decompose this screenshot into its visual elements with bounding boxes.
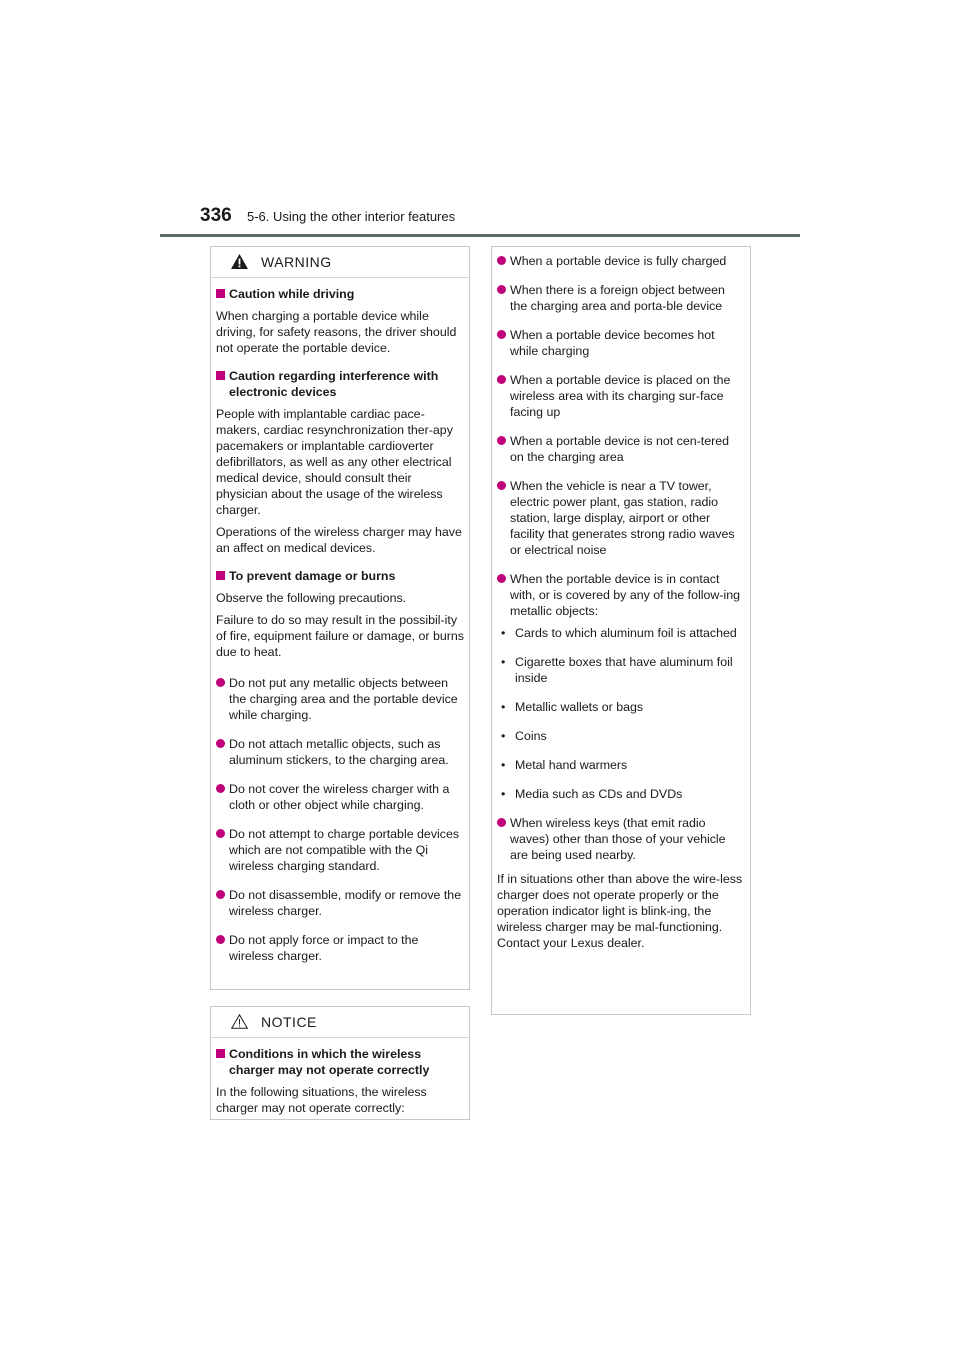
closing-paragraph: If in situations other than above the wire-less charger does not operate properly or the operation indicator light is blink-ing, the wireless charger may be mal-functioning. Contact your Lexus dealer. (497, 872, 743, 950)
header-rule (160, 234, 800, 237)
dot-bullet-icon (497, 818, 506, 827)
list-item: Do not put any metallic objects between the charging area and the portable device while charging. (216, 675, 464, 723)
warning-icon (231, 254, 248, 269)
notice-header (211, 1007, 469, 1038)
dot-bullet-icon (216, 890, 225, 899)
dot-bullet-icon (216, 739, 225, 748)
dot-bullet-icon (497, 574, 506, 583)
dot-bullet-icon (216, 829, 225, 838)
notice-title: NOTICE (261, 1014, 317, 1030)
sub-list-item: • Cigarette boxes that have aluminum foil inside (501, 655, 733, 685)
sub-list-item: • Media such as CDs and DVDs (501, 787, 683, 801)
sub-list-item: • Metal hand warmers (501, 758, 628, 772)
section-heading: Caution regarding interference with electronic devices (216, 368, 464, 400)
notice-icon (231, 1014, 248, 1029)
sub-list-item: • Cards to which aluminum foil is attached (501, 626, 737, 640)
warning-header (211, 247, 469, 278)
square-bullet-icon (216, 371, 225, 380)
list-item: When a portable device becomes hot while charging (497, 327, 745, 359)
page-header (200, 205, 800, 235)
list-item: Do not attach metallic objects, such as aluminum stickers, to the charging area. (216, 736, 464, 768)
page-number: 336 (200, 205, 232, 226)
dot-bullet-icon (497, 256, 506, 265)
dot-bullet-icon (497, 330, 506, 339)
square-bullet-icon (216, 1049, 225, 1058)
warning-box (210, 246, 470, 990)
list-item: When there is a foreign object between the charging area and porta-ble device (497, 282, 745, 314)
dot-bullet-icon (216, 935, 225, 944)
sub-list-item: • Metallic wallets or bags (501, 700, 644, 714)
section-heading: Caution while driving (216, 286, 464, 302)
dot-bullet-icon (497, 436, 506, 445)
list-item: When wireless keys (that emit radio waves) other than those of your vehicle are being used nearby. (497, 815, 745, 863)
sub-list-item: • Coins (501, 729, 547, 743)
dot-bullet-icon (497, 481, 506, 490)
list-item: When a portable device is not cen-tered on the charging area (497, 433, 745, 465)
list-item: When a portable device is fully charged (497, 253, 745, 269)
notice-content (211, 1038, 469, 1116)
list-item: When the vehicle is near a TV tower, electric power plant, gas station, radio station, large display, airport or other facility that generates strong radio waves or electrical noise (497, 478, 745, 558)
warning-content (211, 278, 469, 964)
square-bullet-icon (216, 571, 225, 580)
square-bullet-icon (216, 289, 225, 298)
list-item: Do not cover the wireless charger with a cloth or other object while charging. (216, 781, 464, 813)
warning-title: WARNING (261, 254, 332, 270)
dot-bullet-icon (497, 285, 506, 294)
notice-box (210, 1006, 470, 1120)
paragraph: People with implantable cardiac pace-makers, cardiac resynchronization ther-apy pacemakers or implantable cardioverter defibrillators, as well as any other electrical medical device, should consult their physician about the usage of the wireless charger. (216, 407, 453, 517)
paragraph: In the following situations, the wireless charger may not operate correctly: (216, 1085, 427, 1115)
section-heading: Conditions in which the wireless charger may not operate correctly (216, 1046, 464, 1078)
section-heading: To prevent damage or burns (216, 568, 464, 584)
paragraph: When charging a portable device while driving, for safety reasons, the driver should not operate the portable device. (216, 309, 457, 355)
dot-bullet-icon (216, 678, 225, 687)
paragraph: Failure to do so may result in the possibil-ity of fire, equipment failure or damage, or burns due to heat. (216, 613, 464, 659)
list-item: Do not apply force or impact to the wireless charger. (216, 932, 464, 964)
list-item: When the portable device is in contact with, or is covered by any of the follow-ing metallic objects: (497, 571, 745, 619)
section-title: 5-6. Using the other interior features (247, 209, 456, 224)
dot-bullet-icon (216, 784, 225, 793)
notice-continued-box (491, 246, 751, 1015)
dot-bullet-icon (497, 375, 506, 384)
list-item: When a portable device is placed on the wireless area with its charging sur-face facing up (497, 372, 745, 420)
list-item: Do not disassemble, modify or remove the wireless charger. (216, 887, 464, 919)
paragraph: Observe the following precautions. (216, 591, 407, 605)
list-item: Do not attempt to charge portable devices which are not compatible with the Qi wireless charging standard. (216, 826, 464, 874)
paragraph: Operations of the wireless charger may have an affect on medical devices. (216, 525, 462, 555)
notice-continued-content (492, 247, 750, 951)
